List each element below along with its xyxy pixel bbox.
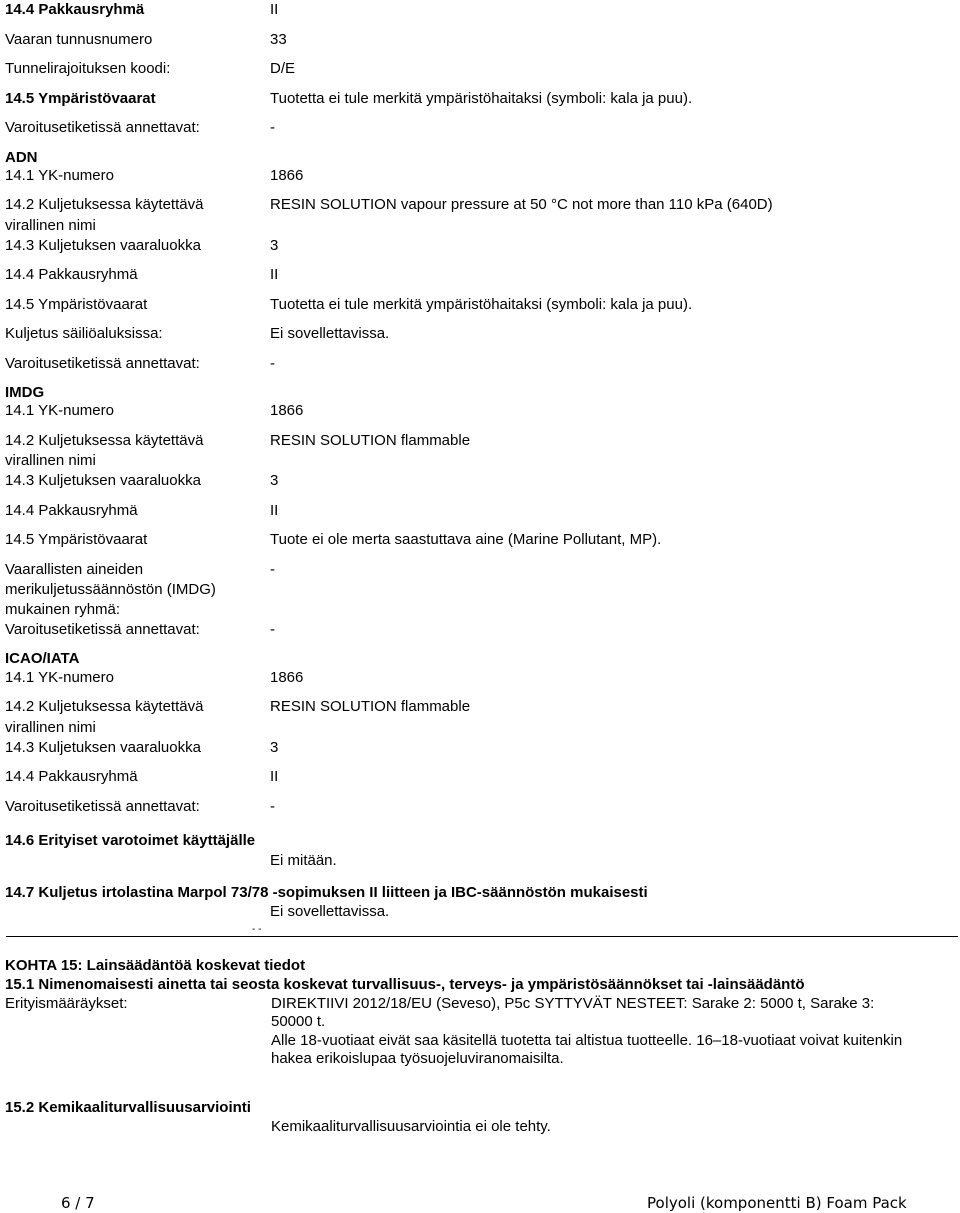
adn-packing-group-value: II xyxy=(270,266,279,283)
adn-un-number-value: 1866 xyxy=(270,167,304,184)
imdg-segregation-label-3: mukainen ryhmä: xyxy=(5,601,121,618)
csa-text: Kemikaaliturvallisuusarviointia ei ole tehty. xyxy=(271,1118,551,1135)
imdg-segregation-label-2: merikuljetussäännöstön (IMDG) xyxy=(5,581,216,598)
adn-shipping-name-label-1: 14.2 Kuljetuksessa käytettävä xyxy=(5,196,204,213)
adn-hazard-class-value: 3 xyxy=(270,237,279,254)
icao-packing-group-value: II xyxy=(270,768,279,785)
imdg-un-number-value: 1866 xyxy=(270,402,304,419)
imdg-env-hazards-value: Tuote ei ole merta saastuttava aine (Marine Pollutant, MP). xyxy=(270,531,662,548)
section15-heading: KOHTA 15: Lainsäädäntöä koskevat tiedot xyxy=(5,957,306,974)
icao-hazard-class-value: 3 xyxy=(270,739,279,756)
adr-label-info-label: Varoitusetiketissä annettavat: xyxy=(5,119,200,136)
section-divider xyxy=(6,936,958,937)
youth-restriction-line2: hakea erikoislupaa työsuojeluviranomaisilta. xyxy=(271,1050,564,1067)
icao-un-number-label: 14.1 YK-numero xyxy=(5,669,114,686)
adn-env-hazards-label: 14.5 Ympäristövaarat xyxy=(5,296,148,313)
adn-hazard-class-label: 14.3 Kuljetuksen vaaraluokka xyxy=(5,237,201,254)
adr-tunnel-code-label: Tunnelirajoituksen koodi: xyxy=(5,60,171,77)
icao-label-info-label: Varoitusetiketissä annettavat: xyxy=(5,798,200,815)
imdg-packing-group-value: II xyxy=(270,502,279,519)
adn-label-info-value: - xyxy=(270,355,275,372)
imdg-hazard-class-value: 3 xyxy=(270,472,279,489)
seveso-directive-line2: 50000 t. xyxy=(271,1013,326,1030)
special-precautions-value: Ei mitään. xyxy=(270,852,337,869)
section15-2-heading: 15.2 Kemikaaliturvallisuusarviointi xyxy=(5,1099,251,1116)
imdg-shipping-name-label-1: 14.2 Kuljetuksessa käytettävä xyxy=(5,432,204,449)
imdg-un-number-label: 14.1 YK-numero xyxy=(5,402,114,419)
icao-packing-group-label: 14.4 Pakkausryhmä xyxy=(5,768,138,785)
adr-hazard-id-label: Vaaran tunnusnumero xyxy=(5,31,153,48)
rule-marks: - - xyxy=(252,924,262,935)
section15-1-heading: 15.1 Nimenomaisesti ainetta tai seosta koskevat turvallisuus-, terveys- ja ympäristösäännökset tai -lainsäädäntö xyxy=(5,976,805,993)
seveso-directive-line1: DIREKTIIVI 2012/18/EU (Seveso), P5c SYTTYVÄT NESTEET: Sarake 2: 5000 t, Sarake 3: xyxy=(271,995,875,1012)
bulk-transport-value: Ei sovellettavissa. xyxy=(270,903,390,920)
imdg-segregation-value: - xyxy=(270,561,275,578)
adr-env-hazards-value: Tuotetta ei tule merkitä ympäristöhaitaksi (symboli: kala ja puu). xyxy=(270,90,693,107)
bulk-transport-heading: 14.7 Kuljetus irtolastina Marpol 73/78 -sopimuksen II liitteen ja IBC-säännöstön mukaisesti xyxy=(5,884,648,901)
icao-un-number-value: 1866 xyxy=(270,669,304,686)
adr-tunnel-code-value: D/E xyxy=(270,60,296,77)
adn-un-number-label: 14.1 YK-numero xyxy=(5,167,114,184)
adn-heading: ADN xyxy=(5,149,38,166)
adr-hazard-id-value: 33 xyxy=(270,31,287,48)
imdg-shipping-name-label-2: virallinen nimi xyxy=(5,452,96,469)
imdg-packing-group-label: 14.4 Pakkausryhmä xyxy=(5,502,138,519)
imdg-hazard-class-label: 14.3 Kuljetuksen vaaraluokka xyxy=(5,472,201,489)
icao-shipping-name-value: RESIN SOLUTION flammable xyxy=(270,698,471,715)
imdg-heading: IMDG xyxy=(5,384,45,401)
adn-shipping-name-value: RESIN SOLUTION vapour pressure at 50 °C not more than 110 kPa (640D) xyxy=(270,196,773,213)
icao-hazard-class-label: 14.3 Kuljetuksen vaaraluokka xyxy=(5,739,201,756)
icao-heading: ICAO/IATA xyxy=(5,650,80,667)
product-name: Polyoli (komponentti B) Foam Pack xyxy=(647,1194,907,1212)
adr-packing-group-label: 14.4 Pakkausryhmä xyxy=(5,1,145,18)
adn-tank-vessels-label: Kuljetus säiliöaluksissa: xyxy=(5,325,163,342)
icao-shipping-name-label-2: virallinen nimi xyxy=(5,719,96,736)
icao-label-info-value: - xyxy=(270,798,275,815)
imdg-env-hazards-label: 14.5 Ympäristövaarat xyxy=(5,531,148,548)
youth-restriction-line1: Alle 18-vuotiaat eivät saa käsitellä tuotetta tai altistua tuotteelle. 16–18-vuotiaat voivat kuitenkin xyxy=(271,1032,903,1049)
imdg-shipping-name-value: RESIN SOLUTION flammable xyxy=(270,432,471,449)
adr-packing-group-value: II xyxy=(270,1,279,18)
icao-shipping-name-label-1: 14.2 Kuljetuksessa käytettävä xyxy=(5,698,204,715)
special-precautions-heading: 14.6 Erityiset varotoimet käyttäjälle xyxy=(5,832,256,849)
adn-env-hazards-value: Tuotetta ei tule merkitä ympäristöhaitaksi (symboli: kala ja puu). xyxy=(270,296,693,313)
imdg-label-info-value: - xyxy=(270,621,275,638)
adr-env-hazards-label: 14.5 Ympäristövaarat xyxy=(5,90,156,107)
special-regulations-label: Erityismääräykset: xyxy=(5,995,128,1012)
adr-label-info-value: - xyxy=(270,119,275,136)
adn-tank-vessels-value: Ei sovellettavissa. xyxy=(270,325,390,342)
imdg-segregation-label-1: Vaarallisten aineiden xyxy=(5,561,144,578)
imdg-label-info-label: Varoitusetiketissä annettavat: xyxy=(5,621,200,638)
adn-packing-group-label: 14.4 Pakkausryhmä xyxy=(5,266,138,283)
adn-shipping-name-label-2: virallinen nimi xyxy=(5,217,96,234)
page-number: 6 / 7 xyxy=(61,1194,95,1212)
adn-label-info-label: Varoitusetiketissä annettavat: xyxy=(5,355,200,372)
